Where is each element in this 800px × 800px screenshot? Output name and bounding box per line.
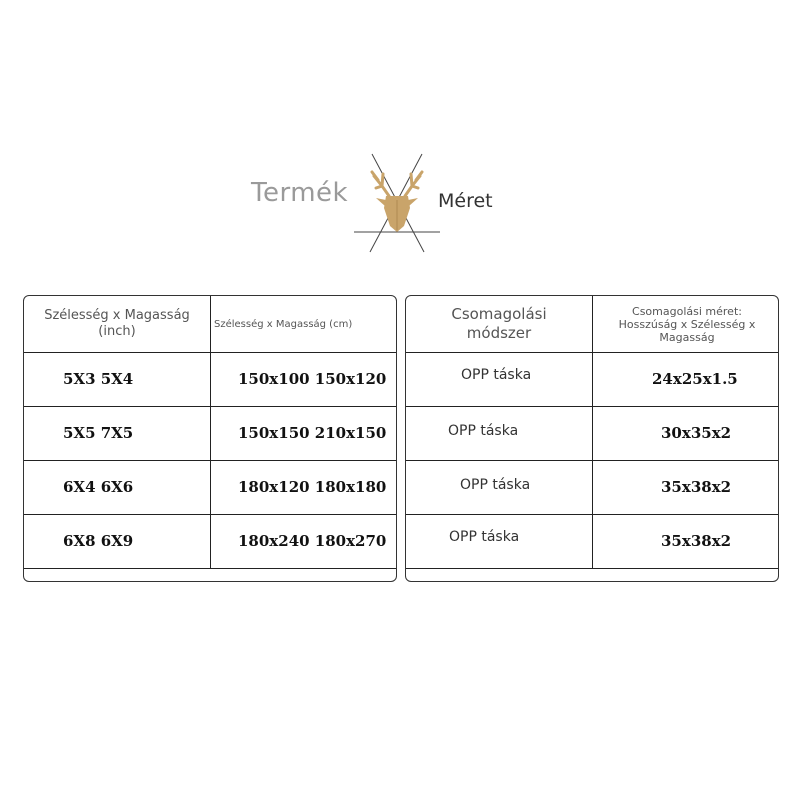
package-method-value: OPP táska	[460, 477, 531, 493]
cm-size-value: 150x150 210x150	[238, 424, 387, 442]
package-size-column-header: Csomagolási méret: Hosszúság x Szélesség x Magasság	[618, 304, 756, 344]
table-row	[406, 460, 778, 515]
header-word-product: Termék	[251, 178, 349, 208]
method-column-header: Csomagolási módszer	[451, 305, 547, 342]
header-word-size: Méret	[438, 190, 493, 212]
size-table	[23, 295, 397, 582]
package-size-value: 24x25x1.5	[652, 370, 738, 388]
deer-head-icon	[352, 152, 442, 256]
package-method-value: OPP táska	[449, 529, 520, 545]
cm-size-value: 150x100 150x120	[238, 370, 387, 388]
packaging-table-header-row	[406, 296, 778, 353]
package-method-value: OPP táska	[461, 367, 532, 383]
inch-size-value: 6X8 6X9	[63, 532, 134, 550]
table-row	[406, 406, 778, 461]
packaging-table	[405, 295, 779, 582]
table-row	[406, 514, 778, 569]
cm-size-value: 180x240 180x270	[238, 532, 387, 550]
table-row	[24, 352, 396, 407]
cm-size-value: 180x120 180x180	[238, 478, 387, 496]
table-row	[24, 460, 396, 515]
table-row	[24, 514, 396, 569]
inch-column-header: Szélesség x Magasság (inch)	[44, 308, 190, 339]
package-size-value: 35x38x2	[661, 478, 732, 496]
package-method-value: OPP táska	[448, 423, 519, 439]
inch-size-value: 5X3 5X4	[63, 370, 134, 388]
package-size-value: 35x38x2	[661, 532, 732, 550]
inch-size-value: 6X4 6X6	[63, 478, 134, 496]
inch-size-value: 5X5 7X5	[63, 424, 134, 442]
package-size-value: 30x35x2	[661, 424, 732, 442]
table-row	[406, 352, 778, 407]
cm-column-header: Szélesség x Magasság (cm)	[214, 318, 353, 330]
size-table-header-row	[24, 296, 396, 353]
table-row	[24, 406, 396, 461]
